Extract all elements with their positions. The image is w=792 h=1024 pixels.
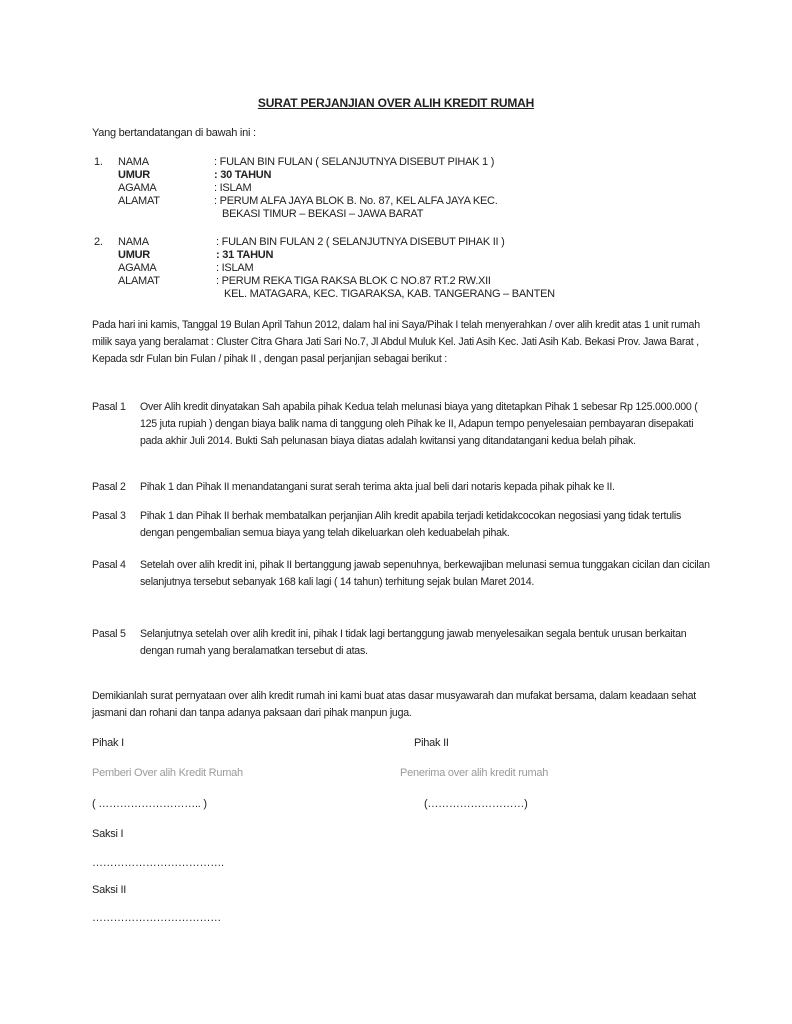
- party2-number: 2.: [94, 236, 103, 248]
- party2-nama: : FULAN BIN FULAN 2 ( SELANJUTNYA DISEBUT PIHAK II ): [216, 236, 505, 248]
- party1-alamat-line1: : PERUM ALFA JAYA BLOK B. No. 87, KEL ALFA JAYA KEC.: [214, 195, 498, 207]
- party1-umur: : 30 TAHUN: [214, 169, 272, 181]
- pasal-2-text: Pihak 1 dan Pihak II menandatangani surat serah terima akta jual beli dari notaris kepada pihak pihak ke II.: [140, 481, 615, 493]
- closing-paragraph: Demikianlah surat pernyataan over alih kredit rumah ini kami buat atas dasar musyawarah dan mufakat bersama, dalam keadaan sehat jasmani dan rohani dan tanpa adanya paksaan dari pihak manpun juga.: [92, 690, 696, 719]
- party1-alamat-line2: BEKASI TIMUR – BEKASI – JAWA BARAT: [222, 208, 424, 220]
- saksi1-label: Saksi I: [92, 828, 124, 840]
- party2-alamat-line1: : PERUM REKA TIGA RAKSA BLOK C NO.87 RT.2 RW.XII: [216, 275, 491, 287]
- pihak1-label: Pihak I: [92, 737, 124, 749]
- pasal-1-label: Pasal 1: [92, 401, 126, 413]
- pasal-1-text: Over Alih kredit dinyatakan Sah apabila pihak Kedua telah melunasi biaya yang ditetapkan Pihak 1 sebesar Rp 125.000.000 ( 125 juta rupiah ) dengan biaya balik nama di tanggung oleh Pihak ke II, Adapun tempo penyelesaian pembayaran disepakati pada akhir Juli 2014. Bukti Sah pelunasan biaya diatas adalah kwitansi yang ditandatangani kedua belah pihak.: [140, 401, 698, 447]
- party1-nama: : FULAN BIN FULAN ( SELANJUTNYA DISEBUT PIHAK 1 ): [214, 156, 495, 168]
- pasal-3-label: Pasal 3: [92, 510, 126, 522]
- pasal-4-text: Setelah over alih kredit ini, pihak II bertanggung jawab sepenuhnya, berkewajiban melunasi semua tunggakan cicilan dan cicilan selanjutnya tersebut sebanyak 168 kali lagi ( 14 tahun) terhitung sejak bulan Maret 2014.: [140, 559, 710, 588]
- party1-label-umur: UMUR: [118, 169, 150, 181]
- party2-alamat-line2: KEL. MATAGARA, KEC. TIGARAKSA, KAB. TANGERANG – BANTEN: [224, 288, 555, 300]
- saksi2-signature-line: ………………………………: [92, 912, 221, 924]
- party1-number: 1.: [94, 156, 103, 168]
- pasal-2-label: Pasal 2: [92, 481, 126, 493]
- pihak2-role: Penerima over alih kredit rumah: [400, 767, 549, 779]
- saksi2-label: Saksi II: [92, 884, 127, 896]
- pihak1-signature-line: ( ……………………….. ): [92, 798, 207, 810]
- pasal-3-text: Pihak 1 dan Pihak II berhak membatalkan perjanjian Alih kredit apabila terjadi ketidakcocokan negosiasi yang tidak tertulis dengan pengembalian semua biaya yang telah dikeluarkan oleh keduabelah pihak.: [140, 510, 682, 539]
- party2-label-umur: UMUR: [118, 249, 150, 261]
- pihak2-label: Pihak II: [414, 737, 449, 749]
- party1-label-agama: AGAMA: [118, 182, 157, 194]
- document-title: SURAT PERJANJIAN OVER ALIH KREDIT RUMAH: [257, 96, 535, 110]
- saksi1-signature-line: ……………………………….: [92, 857, 224, 869]
- opening-paragraph: Pada hari ini kamis, Tanggal 19 Bulan April Tahun 2012, dalam hal ini Saya/Pihak I telah menyerahkan / over alih kredit atas 1 unit rumah milik saya yang beralamat : Cluster Citra Ghara Jati Sari No.7, Jl Abdul Muluk Kel. Jati Asih Kec. Jati Asih Kab. Bekasi Prov. Jawa Barat , Kepada sdr Fulan bin Fulan / pihak II , dengan pasal perjanjian sebagai berikut :: [92, 319, 700, 365]
- pihak2-signature-line: (………………………): [424, 798, 528, 810]
- party1-label-alamat: ALAMAT: [118, 195, 160, 207]
- party2-umur: : 31 TAHUN: [216, 249, 274, 261]
- party1-agama: : ISLAM: [214, 182, 252, 194]
- intro-text: Yang bertandatangan di bawah ini :: [92, 127, 256, 139]
- pasal-4-label: Pasal 4: [92, 559, 126, 571]
- pihak1-role: Pemberi Over alih Kredit Rumah: [92, 767, 243, 779]
- pasal-5-label: Pasal 5: [92, 628, 126, 640]
- party1-label-nama: NAMA: [118, 156, 149, 168]
- party2-label-alamat: ALAMAT: [118, 275, 160, 287]
- party2-agama: : ISLAM: [216, 262, 254, 274]
- party2-label-nama: NAMA: [118, 236, 149, 248]
- pasal-5-text: Selanjutnya setelah over alih kredit ini, pihak I tidak lagi bertanggung jawab menyelesaikan segala bentuk urusan berkaitan dengan rumah yang beralamatkan tersebut di atas.: [140, 628, 687, 657]
- party2-label-agama: AGAMA: [118, 262, 157, 274]
